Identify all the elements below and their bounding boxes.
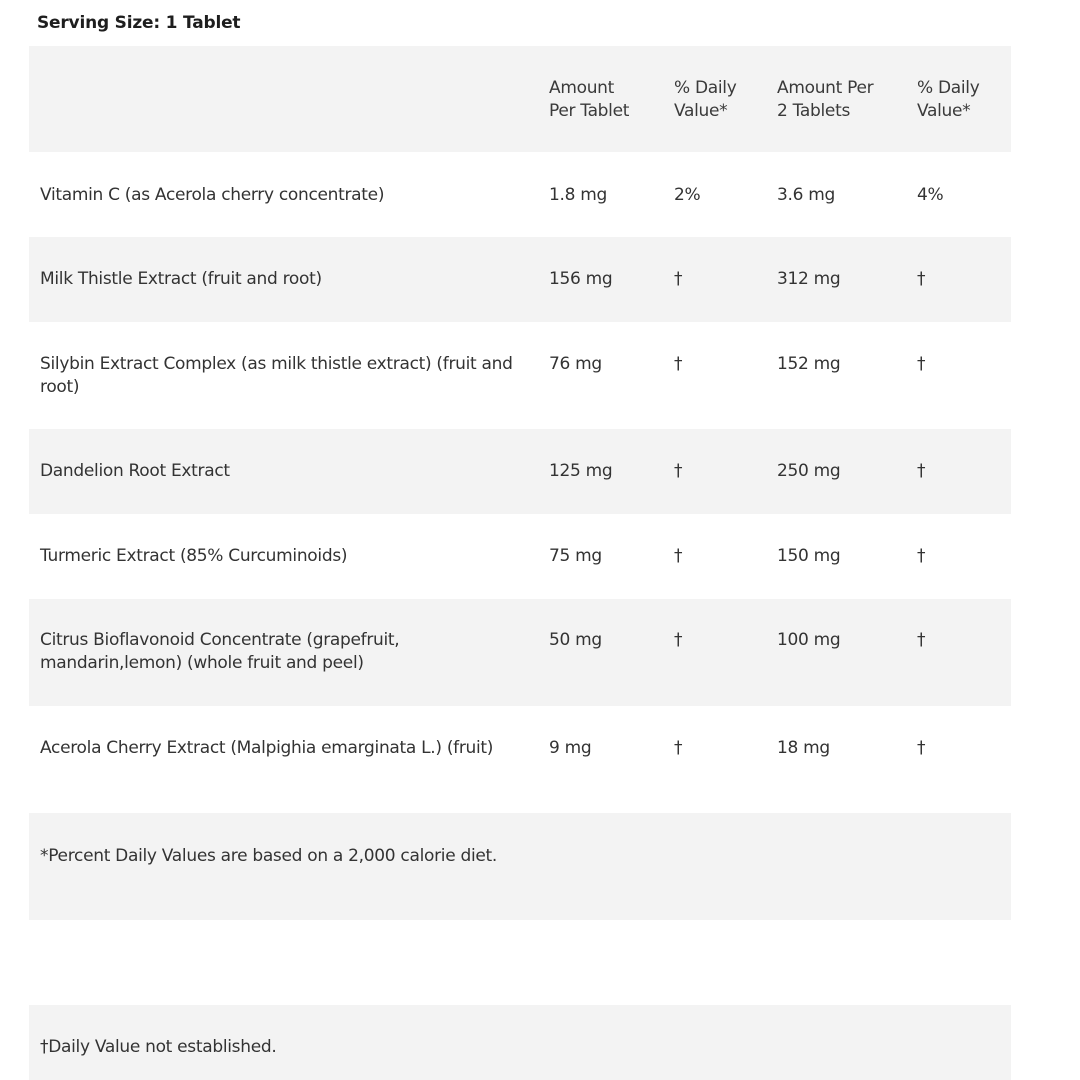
amount-per-tablet: 76 mg (549, 354, 602, 374)
daily-value-1: † (674, 630, 683, 650)
amount-per-2-tablets: 18 mg (777, 738, 830, 758)
percent-daily-value-footnote: *Percent Daily Values are based on a 2,000 calorie diet. (40, 846, 498, 866)
table-row (29, 322, 1011, 429)
amount-per-2-tablets: 100 mg (777, 630, 841, 650)
amount-per-tablet: 156 mg (549, 269, 613, 289)
daily-value-1: † (674, 738, 683, 758)
amount-per-2-tablets: 312 mg (777, 269, 841, 289)
daily-value-2: † (917, 546, 926, 566)
table-row (29, 237, 1011, 322)
header-daily-value-2: % Daily Value* (917, 78, 980, 121)
footnote-row (29, 1005, 1011, 1080)
daily-value-2: † (917, 269, 926, 289)
daily-value-2: † (917, 630, 926, 650)
header-amount-per-tablet: Amount Per Tablet (549, 78, 630, 121)
nutrient-name: Milk Thistle Extract (fruit and root) (40, 269, 322, 289)
serving-size: Serving Size: 1 Tablet (37, 13, 241, 33)
daily-value-not-established-footnote: †Daily Value not established. (40, 1037, 277, 1057)
amount-per-2-tablets: 3.6 mg (777, 185, 835, 205)
daily-value-2: † (917, 461, 926, 481)
daily-value-2: † (917, 354, 926, 374)
header-daily-value-1: % Daily Value* (674, 78, 737, 121)
table-row (29, 152, 1011, 237)
amount-per-2-tablets: 250 mg (777, 461, 841, 481)
daily-value-1: † (674, 354, 683, 374)
amount-per-tablet: 9 mg (549, 738, 592, 758)
header-amount-per-2-tablets: Amount Per 2 Tablets (777, 78, 874, 121)
table-row (29, 706, 1011, 813)
nutrient-name: Vitamin C (as Acerola cherry concentrate) (40, 185, 385, 205)
daily-value-1: † (674, 269, 683, 289)
daily-value-1: † (674, 461, 683, 481)
amount-per-tablet: 1.8 mg (549, 185, 607, 205)
daily-value-1: 2% (674, 185, 701, 205)
table-row (29, 514, 1011, 599)
amount-per-tablet: 125 mg (549, 461, 613, 481)
daily-value-2: † (917, 738, 926, 758)
amount-per-tablet: 75 mg (549, 546, 602, 566)
table-header (29, 46, 1011, 152)
footnote-row (29, 813, 1011, 920)
daily-value-1: † (674, 546, 683, 566)
table-row (29, 429, 1011, 514)
amount-per-tablet: 50 mg (549, 630, 602, 650)
nutrient-name: Turmeric Extract (85% Curcuminoids) (40, 546, 348, 566)
amount-per-2-tablets: 152 mg (777, 354, 841, 374)
daily-value-2: 4% (917, 185, 944, 205)
amount-per-2-tablets: 150 mg (777, 546, 841, 566)
nutrient-name: Dandelion Root Extract (40, 461, 230, 481)
nutrient-name: Acerola Cherry Extract (Malpighia emarginata L.) (fruit) (40, 738, 494, 758)
nutrient-name: Silybin Extract Complex (as milk thistle extract) (fruit and root) (40, 354, 513, 397)
nutrient-name: Citrus Bioflavonoid Concentrate (grapefruit, mandarin,lemon) (whole fruit and peel) (40, 630, 400, 673)
table-row (29, 599, 1011, 706)
